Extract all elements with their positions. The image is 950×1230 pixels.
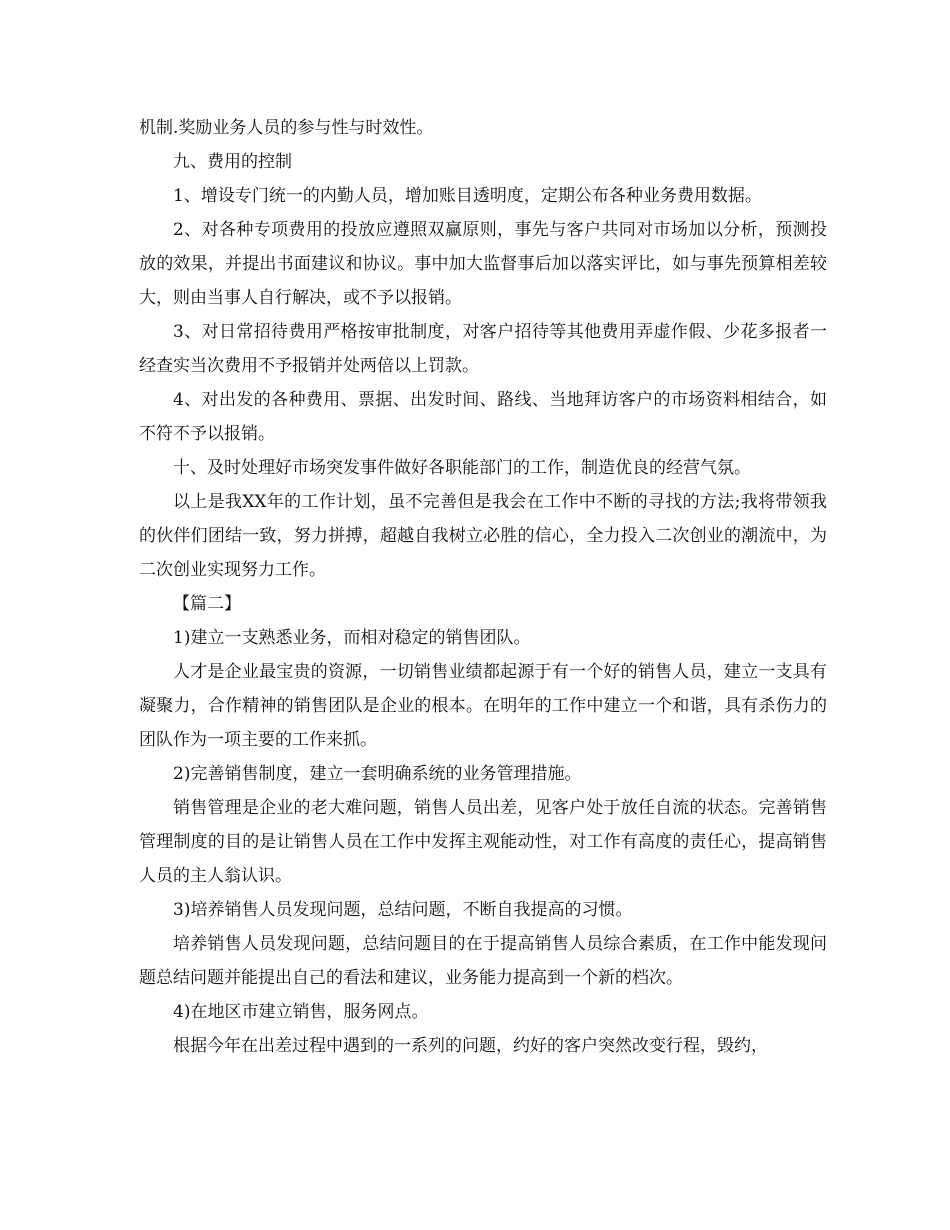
paragraph-continuation: 机制.奖励业务人员的参与性与时效性。 (139, 118, 434, 138)
section-heading-expense-control: 九、费用的控制 (173, 152, 292, 172)
part-two-heading: 【篇二】 (173, 594, 241, 614)
point-4-body: 根据今年在出差过程中遇到的一系列的问题，约好的客户突然改变行程，毁约， (173, 1036, 768, 1056)
list-item-2: 2、对各种专项费用的投放应遵照双赢原则，事先与客户共同对市场加以分析，预测投放的效果，并提出书面建议和协议。事中加大监督事后加以落实评比，如与事先预算相差较大，则由当事人自行解决，或不予以报销。 (139, 220, 827, 308)
conclusion-paragraph: 以上是我XX年的工作计划，虽不完善但是我会在工作中不断的寻找的方法;我将带领我的伙伴们团结一致，努力拼搏，超越自我树立必胜的信心，全力投入二次创业的潮流中，为二次创业实现努力工作。 (139, 492, 827, 580)
point-4-heading: 4)在地区市建立销售，服务网点。 (173, 1002, 429, 1022)
point-3-body: 培养销售人员发现问题，总结问题目的在于提高销售人员综合素质，在工作中能发现问题总结问题并能提出自己的看法和建议，业务能力提高到一个新的档次。 (139, 934, 827, 988)
point-2-heading: 2)完善销售制度，建立一套明确系统的业务管理措施。 (173, 764, 582, 784)
point-2-body: 销售管理是企业的老大难问题，销售人员出差，见客户处于放任自流的状态。完善销售管理制度的目的是让销售人员在工作中发挥主观能动性，对工作有高度的责任心，提高销售人员的主人翁认识。 (139, 798, 827, 886)
point-3-heading: 3)培养销售人员发现问题，总结问题，不断自我提高的习惯。 (173, 900, 633, 920)
list-item-4: 4、对出发的各种费用、票据、出发时间、路线、当地拜访客户的市场资料相结合，如不符不予以报销。 (139, 390, 827, 444)
section-heading-emergency: 十、及时处理好市场突发事件做好各职能部门的工作，制造优良的经营气氛。 (173, 458, 751, 478)
list-item-1: 1、增设专门统一的内勤人员，增加账目透明度，定期公布各种业务费用数据。 (173, 186, 762, 206)
point-1-heading: 1)建立一支熟悉业务，而相对稳定的销售团队。 (173, 628, 531, 648)
document-body (139, 111, 827, 1063)
point-1-body: 人才是企业最宝贵的资源，一切销售业绩都起源于有一个好的销售人员，建立一支具有凝聚力，合作精神的销售团队是企业的根本。在明年的工作中建立一个和谐，具有杀伤力的团队作为一项主要的工作来抓。 (139, 662, 827, 750)
list-item-3: 3、对日常招待费用严格按审批制度，对客户招待等其他费用弄虚作假、少花多报者一经查实当次费用不予报销并处两倍以上罚款。 (139, 322, 827, 376)
